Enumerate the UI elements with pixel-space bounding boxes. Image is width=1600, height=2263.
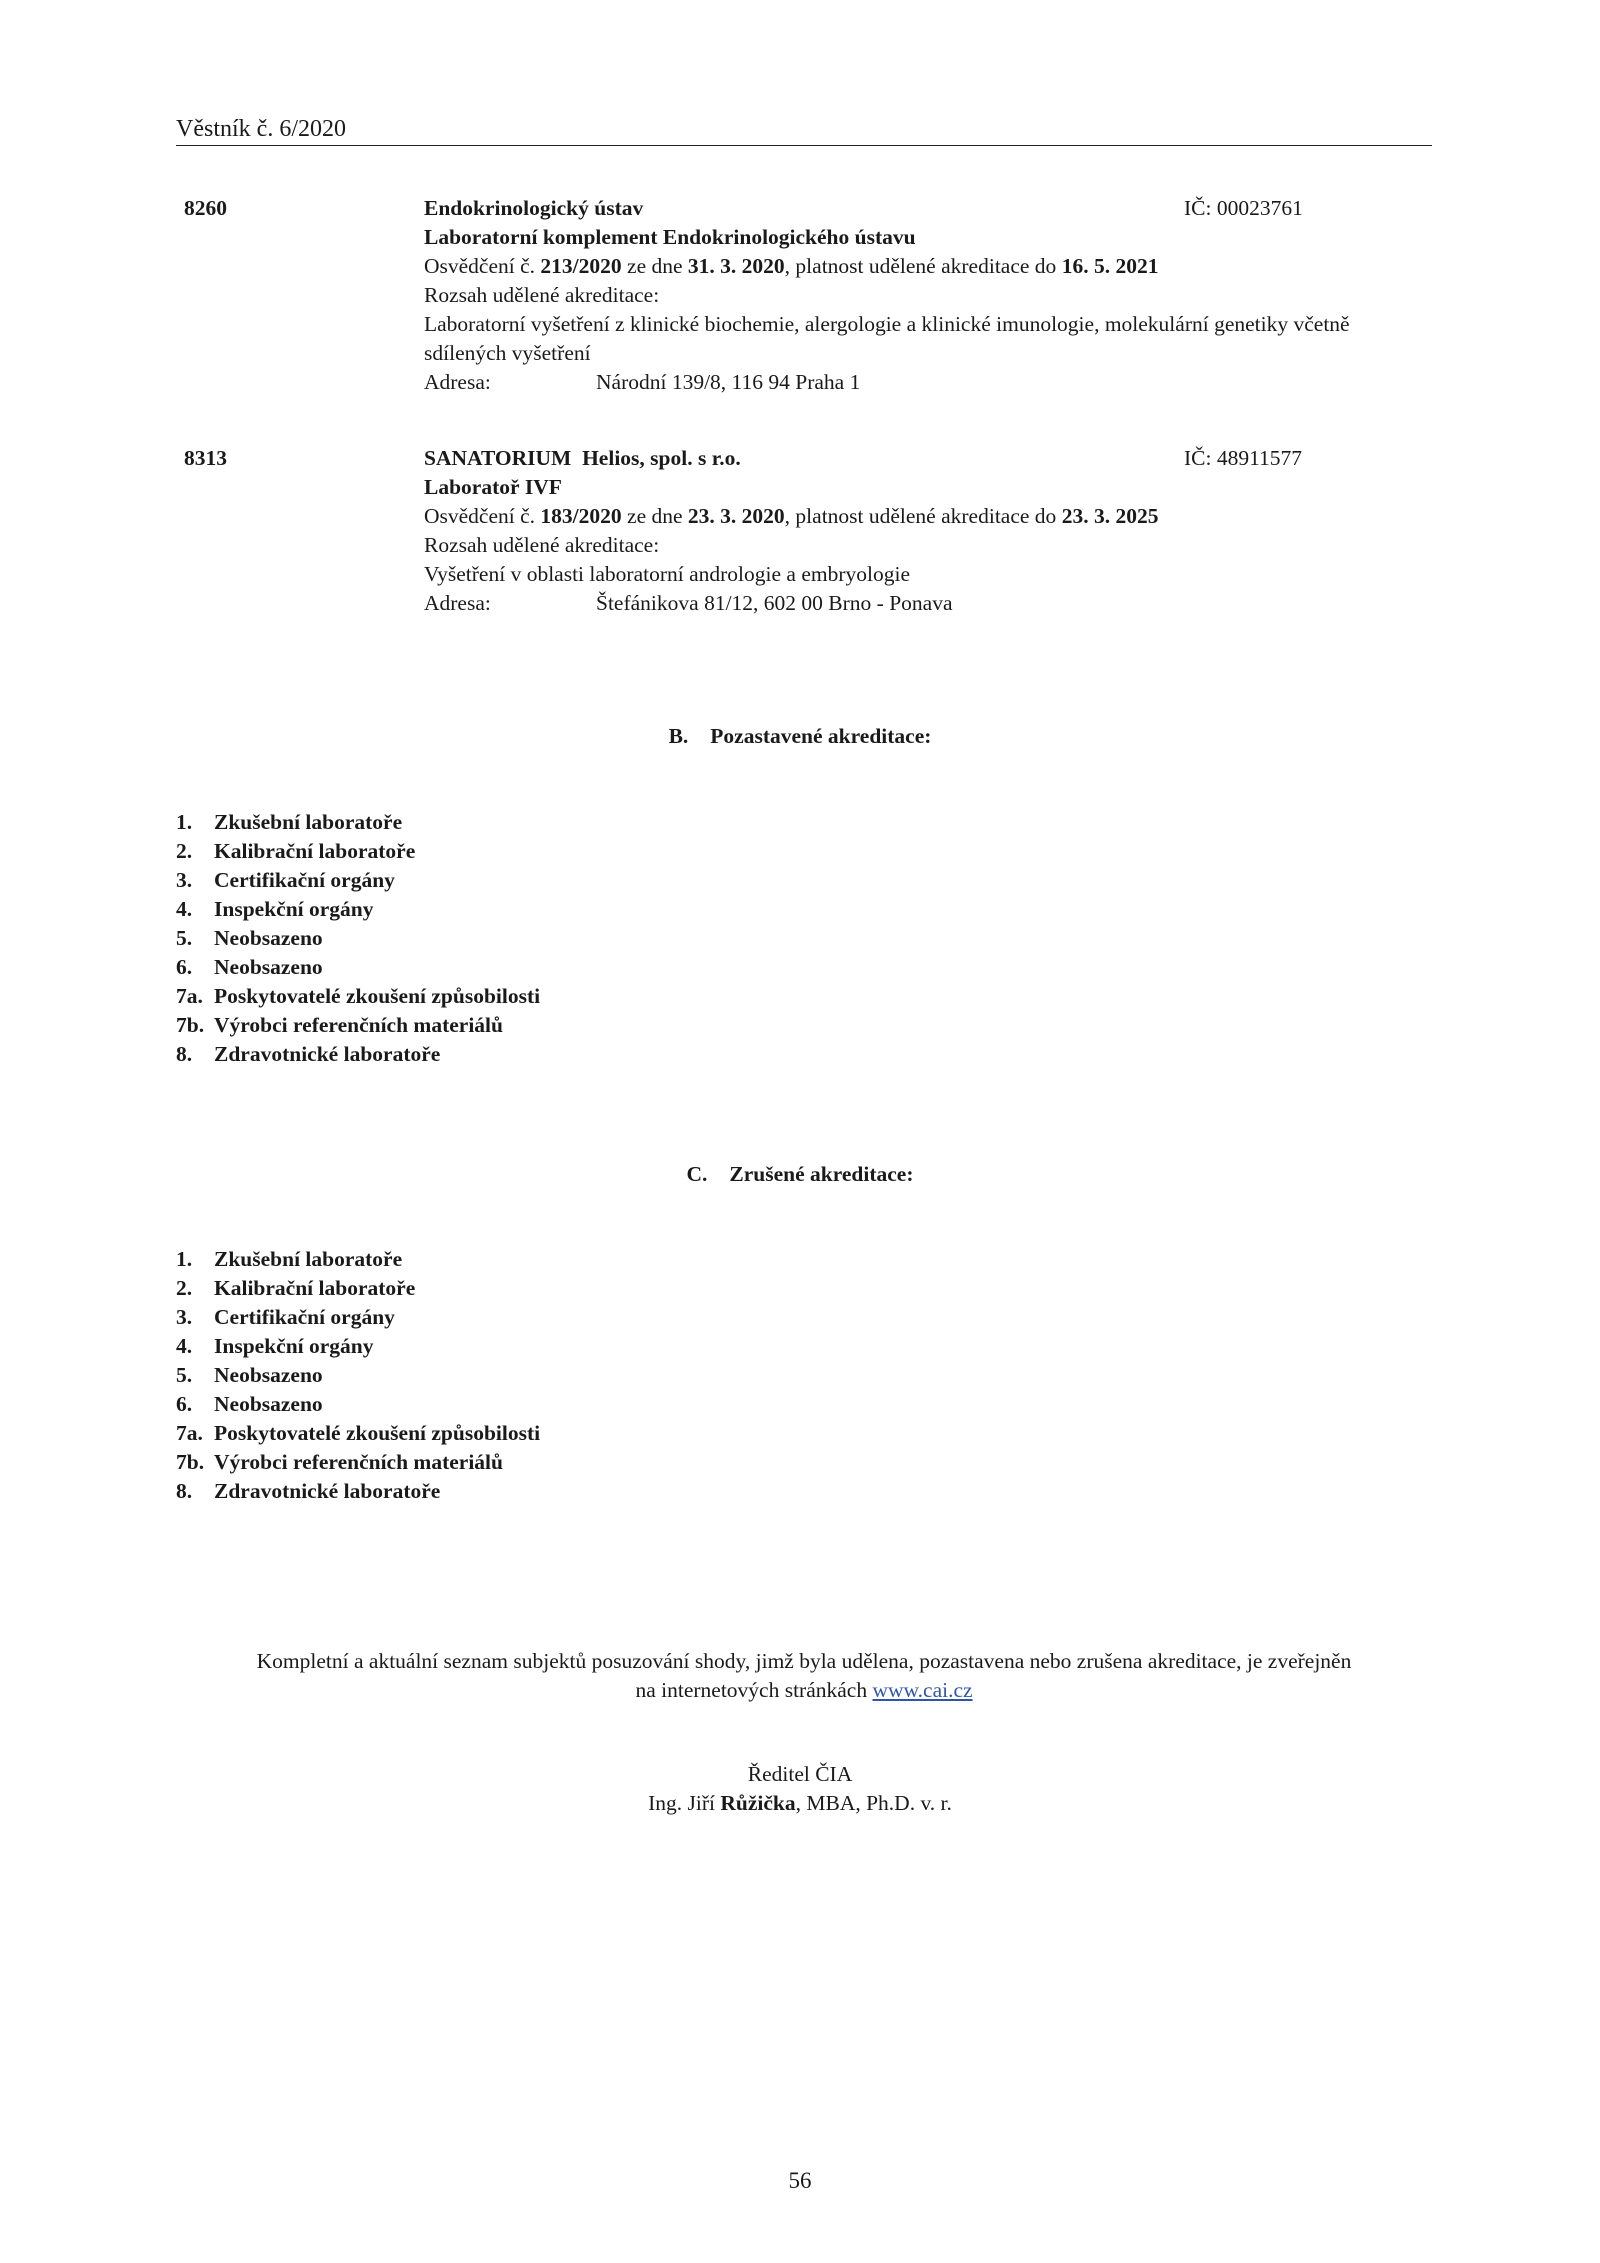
address-line <box>424 368 1424 397</box>
item-label: Neobsazeno <box>214 1363 323 1387</box>
list-item <box>176 1274 540 1303</box>
item-label: Inspekční orgány <box>214 897 374 921</box>
certificate-valid-until: 16. 5. 2021 <box>1061 254 1159 278</box>
item-label: Neobsazeno <box>214 955 323 979</box>
address-label: Adresa: <box>424 370 491 394</box>
item-number: 2. <box>176 1276 193 1300</box>
address-label: Adresa: <box>424 591 491 615</box>
certificate-date-label: ze dne <box>621 254 688 278</box>
certificate-date-label: ze dne <box>621 504 688 528</box>
item-label: Certifikační orgány <box>214 868 395 892</box>
list-item <box>176 1332 540 1361</box>
item-number: 3. <box>176 868 193 892</box>
signatory-role: Ředitel ČIA <box>747 1762 853 1786</box>
list-item <box>176 1361 540 1390</box>
section-letter: C. <box>686 1162 708 1186</box>
item-label: Výrobci referenčních materiálů <box>214 1013 503 1037</box>
section-title: Zrušené akreditace: <box>729 1162 914 1186</box>
organization-name: SANATORIUM Helios, spol. s r.o. <box>424 446 741 470</box>
item-label: Poskytovatelé zkoušení způsobilosti <box>214 984 541 1008</box>
item-number: 6. <box>176 955 193 979</box>
address-value: Národní 139/8, 116 94 Praha 1 <box>596 370 861 394</box>
list-item <box>176 895 540 924</box>
certificate-number: 213/2020 <box>540 254 622 278</box>
entry-number: 8260 <box>184 196 227 220</box>
item-number: 8. <box>176 1042 193 1066</box>
item-number: 2. <box>176 839 193 863</box>
list-item <box>176 1419 540 1448</box>
list-item <box>176 982 540 1011</box>
footer-note-line-2 <box>176 1676 1432 1705</box>
item-number: 6. <box>176 1392 193 1416</box>
list-item <box>176 866 540 895</box>
address-line <box>424 589 1424 618</box>
section-letter: B. <box>668 724 689 748</box>
page-number: 56 <box>788 2168 812 2193</box>
certificate-date: 23. 3. 2020 <box>687 504 785 528</box>
item-label: Výrobci referenčních materiálů <box>214 1450 503 1474</box>
certificate-validity-label: , platnost udělené akreditace do <box>784 504 1062 528</box>
certificate-date: 31. 3. 2020 <box>687 254 785 278</box>
header-divider <box>176 145 1432 146</box>
website-link[interactable]: www.cai.cz <box>872 1678 973 1702</box>
item-label: Kalibrační laboratoře <box>214 839 416 863</box>
list-item <box>176 1040 540 1069</box>
scope-text: Laboratorní vyšetření z klinické biochemie, alergologie a klinické imunologie, molekulární genetiky včetně sdílených vyšetření <box>424 312 1350 365</box>
item-label: Inspekční orgány <box>214 1334 374 1358</box>
certificate-validity-label: , platnost udělené akreditace do <box>784 254 1062 278</box>
entry-details <box>424 444 1424 618</box>
certificate-number: 183/2020 <box>540 504 622 528</box>
signature-block <box>0 1760 1600 1818</box>
item-label: Kalibrační laboratoře <box>214 1276 416 1300</box>
list-item <box>176 1390 540 1419</box>
signatory-first-name: Ing. Jiří <box>648 1791 721 1815</box>
certificate-prefix: Osvědčení č. <box>424 254 541 278</box>
list-item <box>176 1448 540 1477</box>
entry-number: 8313 <box>184 446 227 470</box>
scope-text: Vyšetření v oblasti laboratorní andrologie a embryologie <box>424 562 911 586</box>
address-value: Štefánikova 81/12, 602 00 Brno - Ponava <box>596 591 953 615</box>
item-number: 7b. <box>176 1450 205 1474</box>
scope-label: Rozsah udělené akreditace: <box>424 283 660 307</box>
footer-note-prefix: na internetových stránkách <box>635 1678 873 1702</box>
item-number: 5. <box>176 1363 193 1387</box>
organization-name: Endokrinologický ústav <box>424 196 644 220</box>
laboratory-unit: Laboratoř IVF <box>424 475 562 499</box>
item-label: Neobsazeno <box>214 1392 323 1416</box>
laboratory-unit: Laboratorní komplement Endokrinologického ústavu <box>424 225 916 249</box>
item-number: 1. <box>176 1247 193 1271</box>
list-item <box>176 1477 540 1506</box>
list-item <box>176 837 540 866</box>
list-item <box>176 953 540 982</box>
item-number: 7b. <box>176 1013 205 1037</box>
cancelled-categories-list <box>176 1245 540 1506</box>
footer-note <box>176 1647 1432 1705</box>
item-label: Zdravotnické laboratoře <box>214 1479 441 1503</box>
item-label: Zkušební laboratoře <box>214 810 403 834</box>
item-number: 4. <box>176 1334 193 1358</box>
item-number: 7a. <box>176 1421 203 1445</box>
footer-note-line: Kompletní a aktuální seznam subjektů posuzování shody, jimž byla udělena, pozastavena nebo zrušena akreditace, je zveřejněn <box>256 1649 1352 1673</box>
list-item <box>176 1303 540 1332</box>
signatory-name <box>0 1789 1600 1818</box>
item-label: Poskytovatelé zkoušení způsobilosti <box>214 1421 541 1445</box>
item-number: 5. <box>176 926 193 950</box>
certificate-valid-until: 23. 3. 2025 <box>1061 504 1159 528</box>
certificate-line <box>424 252 1424 281</box>
item-number: 1. <box>176 810 193 834</box>
entry-details <box>424 194 1424 397</box>
section-title: Pozastavené akreditace: <box>710 724 932 748</box>
certificate-line <box>424 502 1424 531</box>
scope-label: Rozsah udělené akreditace: <box>424 533 660 557</box>
item-label: Zkušební laboratoře <box>214 1247 403 1271</box>
list-item <box>176 924 540 953</box>
publication-title: Věstník č. 6/2020 <box>176 116 346 142</box>
signatory-titles: , MBA, Ph.D. v. r. <box>795 1791 952 1815</box>
section-heading-cancelled <box>0 1160 1600 1189</box>
item-label: Neobsazeno <box>214 926 323 950</box>
item-number: 4. <box>176 897 193 921</box>
certificate-prefix: Osvědčení č. <box>424 504 541 528</box>
item-number: 3. <box>176 1305 193 1329</box>
company-id: IČ: 00023761 <box>1184 196 1303 220</box>
item-label: Zdravotnické laboratoře <box>214 1042 441 1066</box>
item-number: 7a. <box>176 984 203 1008</box>
company-id: IČ: 48911577 <box>1184 446 1303 470</box>
signatory-surname: Růžička <box>720 1791 796 1815</box>
list-item <box>176 1245 540 1274</box>
item-number: 8. <box>176 1479 193 1503</box>
suspended-categories-list <box>176 808 540 1069</box>
list-item <box>176 808 540 837</box>
section-heading-suspended <box>0 722 1600 751</box>
item-label: Certifikační orgány <box>214 1305 395 1329</box>
list-item <box>176 1011 540 1040</box>
